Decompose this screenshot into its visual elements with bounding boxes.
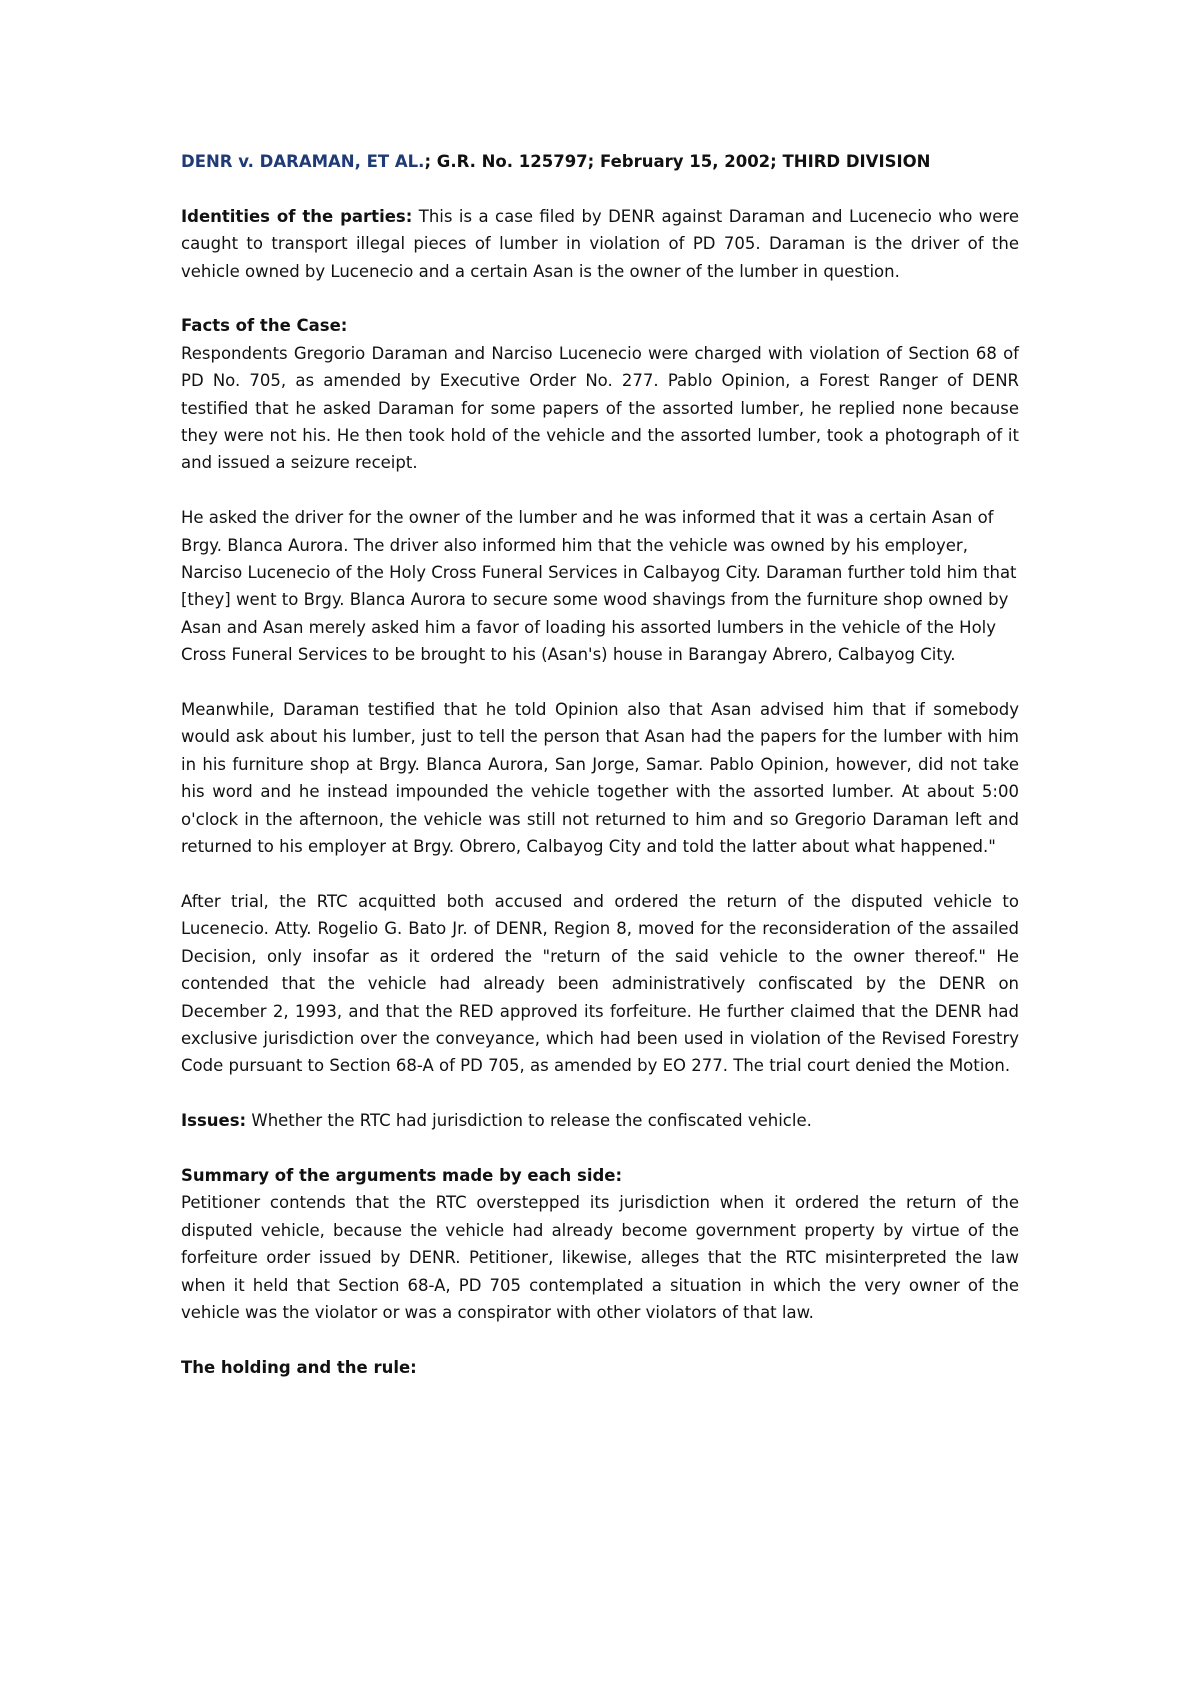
case-title [181, 148, 1019, 175]
identities-text: This is a case filed by DENR against Daraman and Lucenecio who were caught to transport illegal pieces of lumber in violation of PD 705. Daraman is the driver of the vehicle owned by Lucenecio and a certain Asan is the owner of the lumber in question. [181, 206, 1020, 281]
issues-text: Whether the RTC had jurisdiction to release the confiscated vehicle. [246, 1111, 812, 1131]
identities-label: Identities of the parties: [181, 206, 413, 226]
identities-paragraph [181, 203, 1019, 285]
facts-paragraph-2: He asked the driver for the owner of the lumber and he was informed that it was a certain Asan of Brgy. Blanca Aurora. The driver also informed him that the vehicle was owned by his employer, Narciso Lucenecio of the Holy Cross Funeral Services in Calbayog City. Daraman further told him that [they] went to Brgy. Blanca Aurora to secure some wood shavings from the furniture shop owned by Asan and Asan merely asked him a favor of loading his assorted lumbers in the vehicle of the Holy Cross Funeral Services to be brought to his (Asan's) house in Barangay Abrero, Calbayog City. [181, 508, 1017, 665]
case-citation: ; G.R. No. 125797; February 15, 2002; THIRD DIVISION [424, 152, 931, 171]
facts-paragraph-1 [181, 312, 1019, 476]
document-body [181, 148, 1019, 1409]
facts-heading: Facts of the Case: [181, 316, 348, 336]
facts-text-1: Respondents Gregorio Daraman and Narciso Lucenecio were charged with violation of Section 68 of PD No. 705, as amended by Executive Order No. 277. Pablo Opinion, a Forest Ranger of DENR testified that he asked Daraman for some papers of the assorted lumber, he replied none because they were not his. He then took hold of the vehicle and the assorted lumber, took a photograph of it and issued a seizure receipt. [181, 343, 1019, 473]
facts-paragraph-3: Meanwhile, Daraman testified that he told Opinion also that Asan advised him that if somebody would ask about his lumber, just to tell the person that Asan had the papers for the lumber with him in his furniture shop at Brgy. Blanca Aurora, San Jorge, Samar. Pablo Opinion, however, did not take his word and he instead impounded the vehicle together with the assorted lumber. At about 5:00 o'clock in the afternoon, the vehicle was still not returned to him and so Gregorio Daraman left and returned to his employer at Brgy. Obrero, Calbayog City and told the latter about what happened." [181, 700, 1019, 857]
arguments-heading: Summary of the arguments made by each side: [181, 1165, 623, 1185]
case-name: DENR v. DARAMAN, ET AL. [181, 152, 425, 171]
arguments-paragraph [181, 1162, 1019, 1326]
arguments-text: Petitioner contends that the RTC overstepped its jurisdiction when it ordered the return of the disputed vehicle, because the vehicle had already become government property by virtue of the forfeiture order issued by DENR. Petitioner, likewise, alleges that the RTC misinterpreted the law when it held that Section 68-A, PD 705 contemplated a situation in which the very owner of the vehicle was the violator or was a conspirator with other violators of that law. [181, 1193, 1019, 1322]
facts-paragraph-4: After trial, the RTC acquitted both accused and ordered the return of the disputed vehicle to Lucenecio. Atty. Rogelio G. Bato Jr. of DENR, Region 8, moved for the reconsideration of the assailed Decision, only insofar as it ordered the "return of the said vehicle to the owner thereof." He contended that the vehicle had already been administratively confiscated by the DENR on December 2, 1993, and that the RED approved its forfeiture. He further claimed that the DENR had exclusive jurisdiction over the conveyance, which had been used in violation of the Revised Forestry Code pursuant to Section 68-A of PD 705, as amended by EO 277. The trial court denied the Motion. [181, 891, 1019, 1076]
holding-paragraph [181, 1354, 1019, 1381]
issues-label: Issues: [181, 1111, 247, 1131]
holding-heading: The holding and the rule: [181, 1357, 417, 1377]
issues-paragraph [181, 1107, 1019, 1134]
